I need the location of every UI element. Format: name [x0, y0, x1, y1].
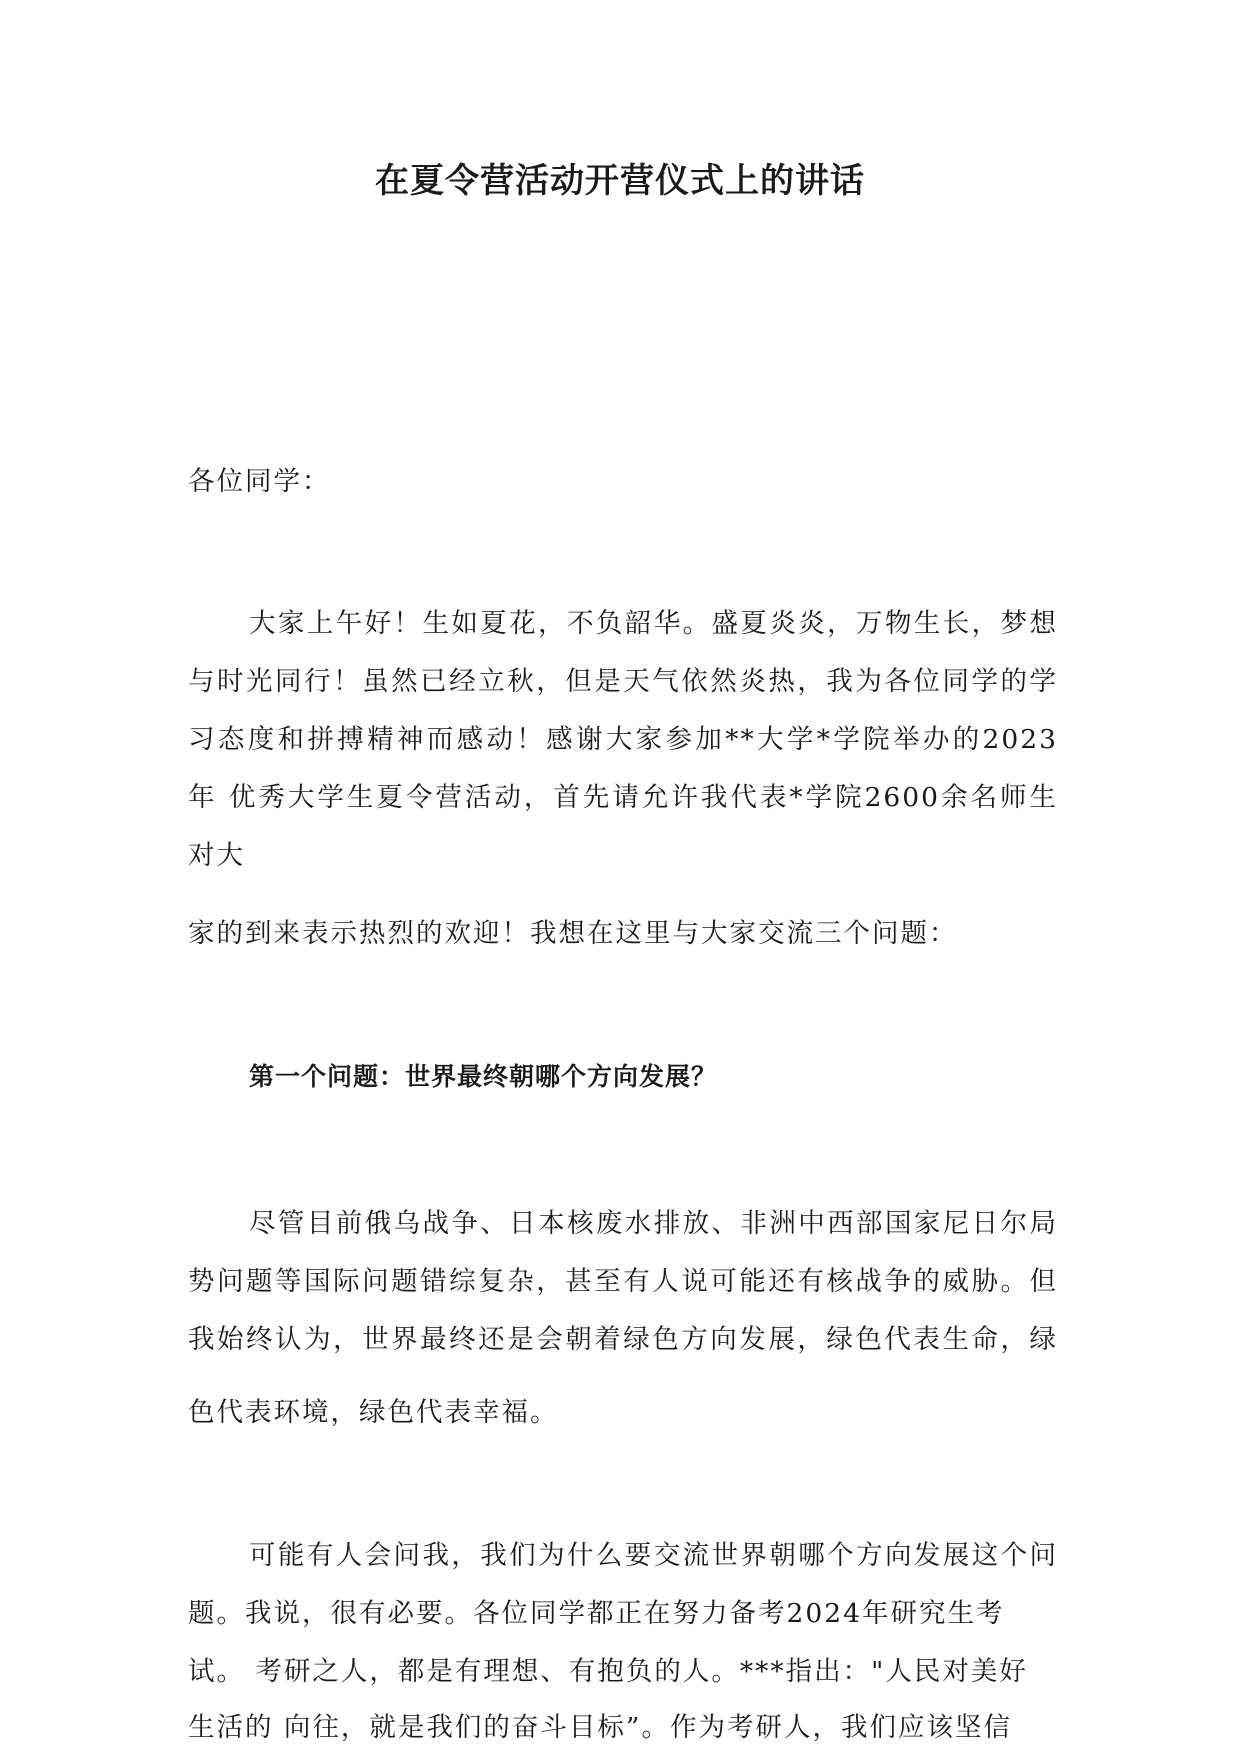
- paragraph-2-line-2: 势问题等国际问题错综复杂，甚至有人说可能还有核战争的威胁。但: [188, 1266, 1058, 1297]
- section-heading-1: 第一个问题：世界最终朝哪个方向发展？: [249, 1062, 718, 1091]
- paragraph-1-line-3: 习态度和拼搏精神而感动！感谢大家参加**大学*学院举办的2023: [188, 724, 1058, 755]
- paragraph-2-line-3: 我始终认为，世界最终还是会朝着绿色方向发展，绿色代表生命，绿: [188, 1324, 1058, 1355]
- paragraph-1-line-4: 年 优秀大学生夏令营活动，首先请允许我代表*学院2600余名师生: [188, 782, 1058, 813]
- paragraph-2-line-1: 尽管目前俄乌战争、日本核废水排放、非洲中西部国家尼日尔局: [249, 1208, 1058, 1239]
- paragraph-1-line-5: 对大: [188, 840, 245, 871]
- paragraph-3-line-1: 可能有人会问我，我们为什么要交流世界朝哪个方向发展这个问: [249, 1540, 1058, 1571]
- salutation: 各位同学：: [188, 466, 331, 497]
- paragraph-1-line-2: 与时光同行！虽然已经立秋，但是天气依然炎热，我为各位同学的学: [188, 666, 1058, 697]
- paragraph-3-line-2: 题。我说，很有必要。各位同学都正在努力备考2024年研究生考: [188, 1598, 1005, 1629]
- document-title: 在夏令营活动开营仪式上的讲话: [375, 161, 865, 201]
- paragraph-1-line-6: 家的到来表示热烈的欢迎！我想在这里与大家交流三个问题：: [188, 918, 958, 949]
- paragraph-3-line-4: 生活的 向往，就是我们的奋斗目标”。作为考研人，我们应该坚信: [188, 1712, 1012, 1743]
- paragraph-2-line-4: 色代表环境，绿色代表幸福。: [188, 1397, 559, 1428]
- paragraph-1-line-1: 大家上午好！生如夏花，不负韶华。盛夏炎炎，万物生长，梦想: [249, 608, 1058, 639]
- paragraph-3-line-3: 试。 考研之人，都是有理想、有抱负的人。***指出："人民对美好: [188, 1656, 1028, 1687]
